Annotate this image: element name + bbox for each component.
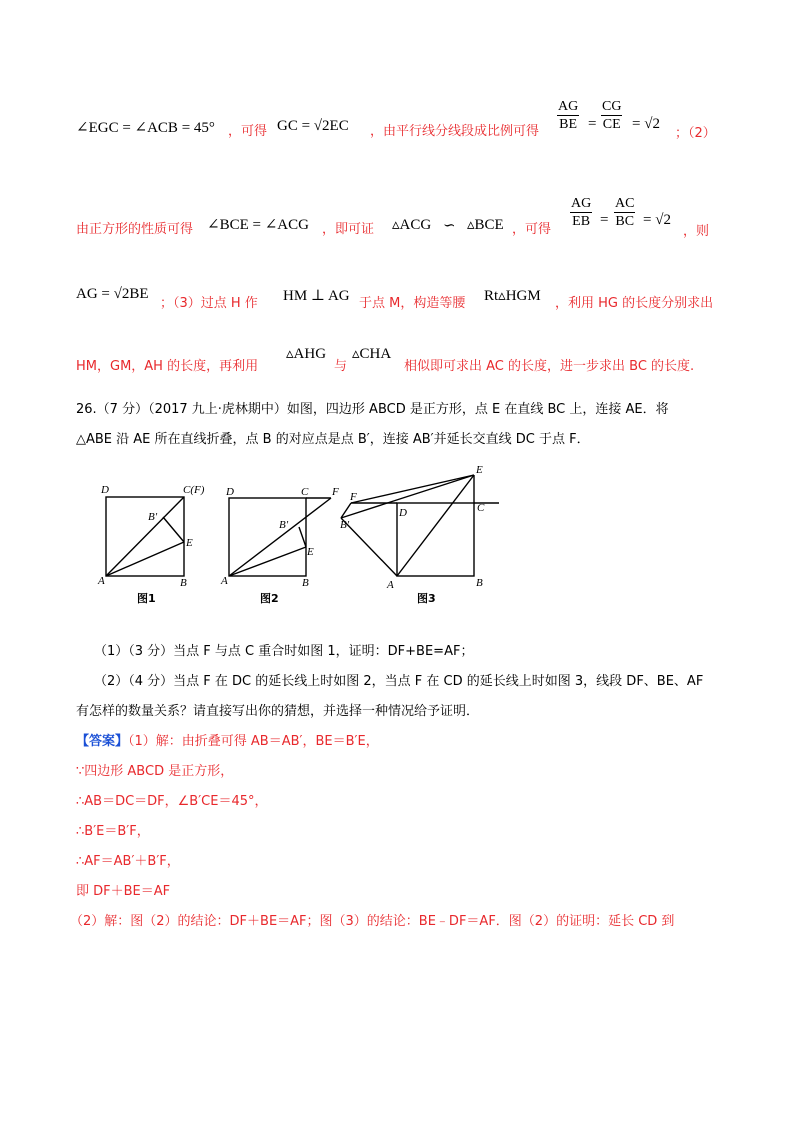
fraction-ac-bc: $\frac{AC}{BC}$ xyxy=(615,196,635,229)
text-fragment: ，则 xyxy=(683,224,710,239)
similar-sign: ∽ xyxy=(443,218,456,234)
gc-equation: GC = √2EC xyxy=(277,118,349,134)
fig3-label-d: D xyxy=(399,507,407,519)
fig3-label-a: A xyxy=(387,579,394,591)
answer-line-6: 即 DF＋BE＝AF xyxy=(76,884,171,899)
equals-sign: = xyxy=(600,212,609,228)
text-fragment: ，可得 xyxy=(228,124,268,139)
question-text: △ABE 沿 AE 所在直线折叠，点 B 的对应点是点 B′，连接 AB′并延长交直线 DC 于点 F． xyxy=(76,432,590,447)
fig3-label-e: E xyxy=(476,464,483,476)
text-fragment: ，由平行线分线段成比例可得 xyxy=(370,124,540,139)
fig3-label-bprime: B′ xyxy=(340,519,350,531)
fig3-square xyxy=(397,503,474,576)
angle-equation: ∠EGC = ∠ACB = 45° xyxy=(76,120,215,136)
fig2-label-a: A xyxy=(221,575,228,587)
fig1-caption: 图1 xyxy=(137,592,156,605)
sub-question-2-cont: 有怎样的数量关系？请直接写出你的猜想，并选择一种情况给予证明． xyxy=(76,704,480,719)
fig1-label-c: C(F) xyxy=(183,484,205,496)
angle-equation: ∠BCE = ∠ACG xyxy=(207,217,309,233)
fig2-square xyxy=(229,498,306,576)
fig2-label-f: F xyxy=(332,486,339,498)
perpendicular-equation: HM ⊥ AG xyxy=(283,288,350,304)
answer-tag: 【答案】 xyxy=(76,734,129,749)
fig2-label-d: D xyxy=(226,486,234,498)
answer-line-7: （2）解：图（2）的结论：DF＋BE＝AF；图（3）的结论：BE﹣DF＝AF．图（2）的证明：延长 CD 到 xyxy=(70,914,675,929)
text-fragment: ；（2） xyxy=(675,126,716,141)
text-fragment: HM，GM，AH 的长度，再利用 xyxy=(76,359,259,374)
text-fragment: 相似即可求出 AC 的长度，进一步求出 BC 的长度. xyxy=(404,359,695,374)
triangle-hgm: Rt▵HGM xyxy=(484,288,541,304)
equals-sign: = xyxy=(588,116,597,132)
sqrt2-value: = √2 xyxy=(632,116,660,132)
triangle-cha: ▵CHA xyxy=(352,346,392,362)
triangle-acg: ▵ACG xyxy=(392,217,432,233)
triangle-ahg: ▵AHG xyxy=(286,346,327,362)
answer-line-3: ∴AB＝DC＝DF，∠B′CE＝45°， xyxy=(76,794,268,809)
fig1-label-bprime: B′ xyxy=(148,511,158,523)
fig2-label-c: C xyxy=(301,486,309,498)
fig3-caption: 图3 xyxy=(417,592,436,605)
text-fragment: ，利用 HG 的长度分别求出 xyxy=(555,296,714,311)
sub-question-2: （2）（4 分）当点 F 在 DC 的延长线上时如图 2，当点 F 在 CD 的延长线上时如图 3，线段 DF、BE、AF xyxy=(94,674,704,689)
answer-line-5: ∴AF＝AB′＋B′F， xyxy=(76,854,180,869)
fig1-label-b: B xyxy=(180,577,187,589)
text-fragment: 与 xyxy=(334,359,348,374)
text-fragment: 于点 M，构造等腰 xyxy=(359,296,466,311)
sqrt2-value: = √2 xyxy=(643,212,671,228)
triangle-bce: ▵BCE xyxy=(467,217,504,233)
ag-equation: AG = √2BE xyxy=(76,286,149,302)
fraction-cg-ce: $\frac{CG}{CE}$ xyxy=(602,99,622,132)
text-fragment: 由正方形的性质可得 xyxy=(76,222,194,237)
sub-question-1: （1）（3 分）当点 F 与点 C 重合时如图 1，证明：DF+BE=AF； xyxy=(94,644,474,659)
fig2-label-b: B xyxy=(302,577,309,589)
fig2-label-e: E xyxy=(307,546,314,558)
fig3-label-f: F xyxy=(350,491,357,503)
fig3-label-b: B xyxy=(476,577,483,589)
fraction-ag-be: $\frac{AG}{BE}$ xyxy=(558,99,579,132)
geometry-figures xyxy=(90,464,510,608)
answer-line-1: 【答案】（1）解：由折叠可得 AB＝AB′，BE＝B′E， xyxy=(76,734,379,749)
fig1-label-a: A xyxy=(98,575,105,587)
answer-line-2: ∵四边形 ABCD 是正方形， xyxy=(76,764,234,779)
fig2-label-bprime: B′ xyxy=(279,519,289,531)
text-fragment: ，即可证 xyxy=(322,222,375,237)
fig3-label-c: C xyxy=(477,502,485,514)
answer-line-4: ∴B′E＝B′F， xyxy=(76,824,150,839)
question-text: 26.（7 分）（2017 九上·虎林期中）如图，四边形 ABCD 是正方形，点 E 在直线 BC 上，连接 AE．将 xyxy=(76,402,669,417)
text-fragment: ，可得 xyxy=(512,222,552,237)
fig1-label-e: E xyxy=(186,537,193,549)
fig2-caption: 图2 xyxy=(260,592,279,605)
text-fragment: ；（3）过点 H 作 xyxy=(160,296,258,311)
fraction-ag-eb: $\frac{AG}{EB}$ xyxy=(571,196,592,229)
fig1-label-d: D xyxy=(101,484,109,496)
